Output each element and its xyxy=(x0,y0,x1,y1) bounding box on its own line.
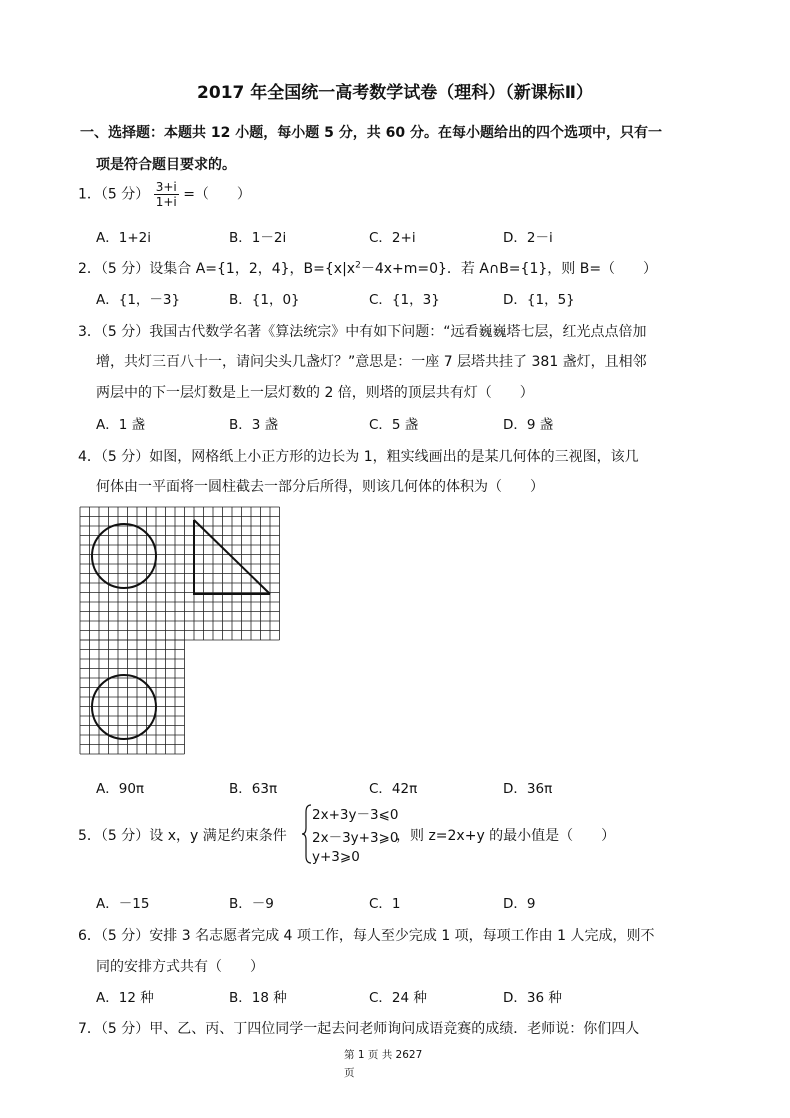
question-3-line2: 增，共灯三百八十一，请问尖头几盏灯？”意思是：一座 7 层塔共挂了 381 盏灯，且相邻 xyxy=(96,354,647,370)
q1-numerator: 3+i xyxy=(155,180,177,194)
q3-option-a: A．1 盏 xyxy=(96,417,146,433)
q2-text-pre: 2．（5 分）设集合 A={1，2，4}，B={x|x xyxy=(78,261,356,277)
page-footer-line1: 第 1 页 共 2627 xyxy=(344,1049,423,1061)
q3-option-b: B．3 盏 xyxy=(229,417,279,433)
q1-option-b: B．1－2i xyxy=(229,230,287,246)
question-7-line1: 7．（5 分）甲、乙、丙、丁四位同学一起去问老师询问成语竞赛的成绩．老师说：你们四人 xyxy=(78,1021,640,1037)
q3-option-d: D．9 盏 xyxy=(503,417,554,433)
section-heading-line1: 一、选择题：本题共 12 小题，每小题 5 分，共 60 分。在每小题给出的四个选项中，只有一 xyxy=(80,125,662,141)
q2-option-a: A．{1，－3} xyxy=(96,292,181,308)
question-3-line1: 3．（5 分）我国古代数学名著《算法统宗》中有如下问题：“远看巍巍塔七层，红光点点倍加 xyxy=(78,324,647,340)
q4-option-d: D．36π xyxy=(503,781,553,797)
q1-denominator: 1+i xyxy=(155,195,177,209)
q4-option-b: B．63π xyxy=(229,781,278,797)
q6-option-a: A．12 种 xyxy=(96,990,154,1006)
section-heading-line2: 项是符合题目要求的。 xyxy=(96,157,236,173)
question-5-pre: 5．（5 分）设 x，y 满足约束条件 xyxy=(78,828,287,844)
q6-option-c: C．24 种 xyxy=(369,990,427,1006)
question-4-line1: 4．（5 分）如图，网格纸上小正方形的边长为 1，粗实线画出的是某几何体的三视图，该几 xyxy=(78,449,639,465)
q3-option-c: C．5 盏 xyxy=(369,417,419,433)
q5-option-c: C．1 xyxy=(369,896,401,912)
constraint-3: y+3⩾0 xyxy=(312,849,360,865)
question-4-line2: 何体由一平面将一圆柱截去一部分后所得，则该几何体的体积为（ ） xyxy=(96,479,544,495)
q1-option-c: C．2+i xyxy=(369,230,416,246)
question-6-line1: 6．（5 分）安排 3 名志愿者完成 4 项工作，每人至少完成 1 项，每项工作由 1 人完成，则不 xyxy=(78,928,655,944)
q1-prefix: 1．（5 分） xyxy=(78,186,150,203)
question-5-post: ，则 z=2x+y 的最小值是（ ） xyxy=(396,828,616,844)
q1-option-d: D．2－i xyxy=(503,230,553,246)
system-brace xyxy=(302,804,312,864)
page-footer-line2: 页 xyxy=(344,1067,355,1079)
question-6-line2: 同的安排方式共有（ ） xyxy=(96,959,264,975)
q2-option-d: D．{1，5} xyxy=(503,292,575,308)
q5-option-b: B．－9 xyxy=(229,896,274,912)
q6-option-b: B．18 种 xyxy=(229,990,287,1006)
q2-text-post: －4x+m=0}．若 A∩B={1}，则 B=（ ） xyxy=(360,261,658,277)
q1-suffix: =（ ） xyxy=(183,186,251,203)
q2-exponent: 2 xyxy=(355,260,361,271)
grid-lines xyxy=(80,507,280,754)
q5-option-d: D．9 xyxy=(503,896,536,912)
constraint-1: 2x+3y－3⩽0 xyxy=(312,807,399,823)
q6-option-d: D．36 种 xyxy=(503,990,562,1006)
question-3-line3: 两层中的下一层灯数是上一层灯数的 2 倍，则塔的顶层共有灯（ ） xyxy=(96,385,534,401)
q5-option-a: A．－15 xyxy=(96,896,150,912)
q4-option-c: C．42π xyxy=(369,781,418,797)
paper-title: 2017 年全国统一高考数学试卷（理科）（新课标Ⅱ） xyxy=(197,83,593,103)
q4-option-a: A．90π xyxy=(96,781,145,797)
constraint-2: 2x－3y+3⩾0 xyxy=(312,830,399,846)
q2-option-b: B．{1，0} xyxy=(229,292,300,308)
q1-option-a: A．1+2i xyxy=(96,230,151,246)
q2-option-c: C．{1，3} xyxy=(369,292,440,308)
